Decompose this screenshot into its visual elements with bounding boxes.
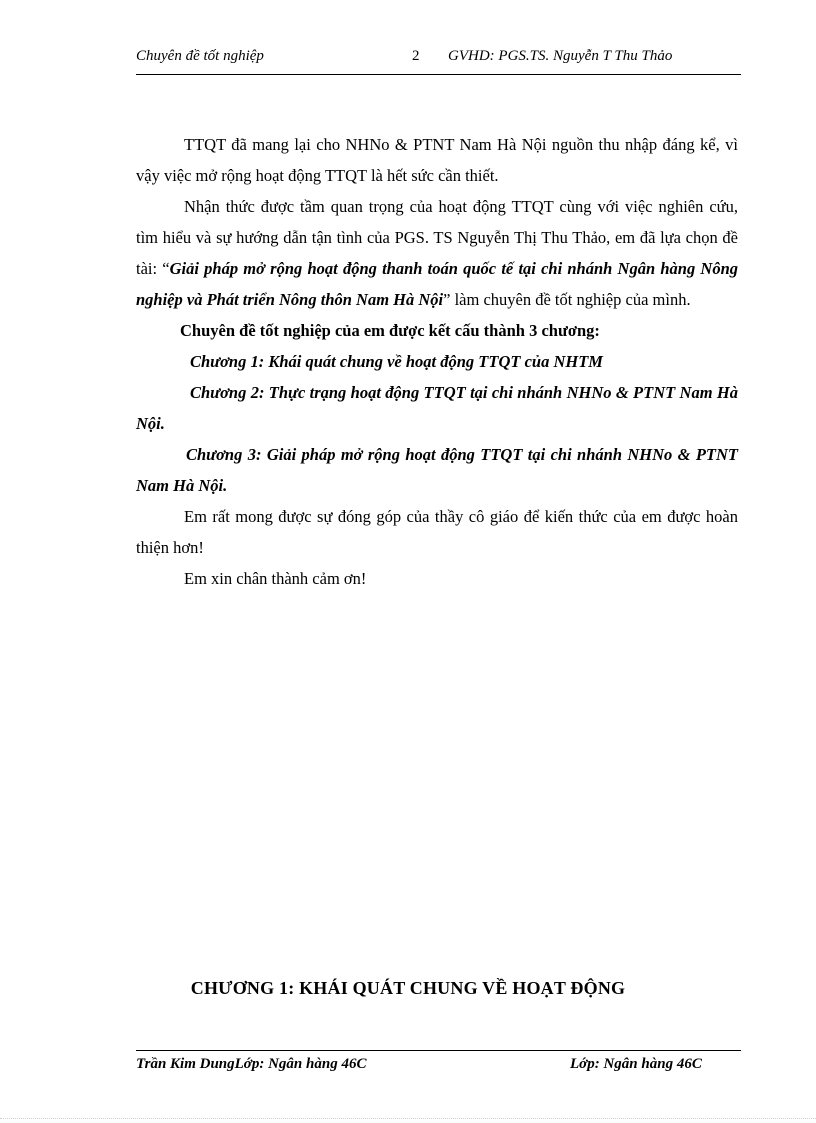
- header-rule: [136, 74, 741, 75]
- chapter-heading: CHƯƠNG 1: KHÁI QUÁT CHUNG VỀ HOẠT ĐỘNG: [190, 978, 626, 998]
- structure-intro: Chuyên đề tốt nghiệp của em được kết cấu thành 3 chương:: [180, 321, 600, 340]
- header-right: GVHD: PGS.TS. Nguyễn T Thu Thảo: [448, 48, 673, 64]
- page-header: [136, 48, 741, 70]
- paragraph-4: Em rất mong được sự đóng góp của thầy cô giáo để kiến thức của em được hoàn thiện hơn!: [136, 507, 738, 557]
- paragraph-2-end: ” làm chuyên đề tốt nghiệp của mình.: [443, 290, 691, 309]
- page-edge-dots: [0, 1118, 816, 1119]
- body-text: [136, 129, 738, 594]
- footer-left: Trần Kim DungLớp: Ngân hàng 46C: [136, 1056, 367, 1072]
- chapter-3-item: Chương 3: Giải pháp mở rộng hoạt động TTQT tại chi nhánh NHNo & PTNT Nam Hà Nội.: [136, 445, 738, 495]
- paragraph-2-start: Nhận thức được tầm quan trọng của hoạt động TTQT cùng với việc nghiên cứu, tìm hiểu và sự hướng dẫn tận tình của PGS. TS Nguyễn Thị Thu Thảo, em đã lựa chọn đề tài: “: [136, 197, 738, 278]
- chapter-2-item: Chương 2: Thực trạng hoạt động TTQT tại chi nhánh NHNo & PTNT Nam Hà Nội.: [136, 383, 738, 433]
- paragraph-5: Em xin chân thành cảm ơn!: [184, 569, 367, 588]
- footer-rule: [136, 1050, 741, 1051]
- chapter-1-item: Chương 1: Khái quát chung về hoạt động TTQT của NHTM: [190, 352, 603, 371]
- paragraph-2: [136, 191, 738, 315]
- header-left: Chuyên đề tốt nghiệp: [136, 48, 264, 64]
- thesis-title: Giải pháp mở rộng hoạt động thanh toán quốc tế tại chi nhánh Ngân hàng Nông nghiệp và Phát triển Nông thôn Nam Hà Nội: [136, 259, 738, 309]
- page-number: 2: [412, 48, 420, 64]
- page-footer: [136, 1056, 741, 1078]
- paragraph-1: TTQT đã mang lại cho NHNo & PTNT Nam Hà Nội nguồn thu nhập đáng kể, vì vậy việc mở rộng hoạt động TTQT là hết sức cần thiết.: [136, 135, 738, 185]
- footer-right: Lớp: Ngân hàng 46C: [570, 1056, 702, 1072]
